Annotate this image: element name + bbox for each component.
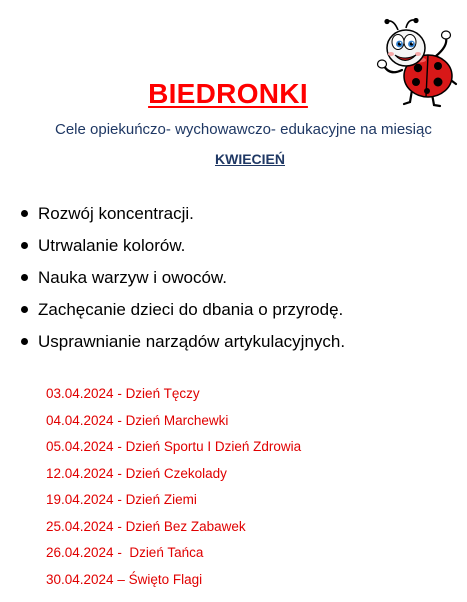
goal-text: Rozwój koncentracji. (38, 204, 194, 223)
bullet-icon (21, 306, 28, 313)
page-subtitle: Cele opiekuńczo- wychowawczo- edukacyjne na miesiąc (55, 121, 432, 138)
month-heading: KWIECIEŃ (215, 151, 285, 167)
bullet-icon (21, 274, 28, 281)
event-item: 05.04.2024 - Dzień Sportu I Dzień Zdrowia (46, 439, 302, 454)
goal-text: Utrwalanie kolorów. (38, 236, 186, 255)
goal-text: Zachęcanie dzieci do dbania o przyrodę. (38, 300, 344, 319)
goal-item (18, 330, 345, 362)
goal-item (18, 266, 345, 298)
event-item: 30.04.2024 – Święto Flagi (46, 571, 203, 587)
event-item: 12.04.2024 - Dzień Czekolady (46, 465, 227, 481)
events-list (46, 384, 301, 596)
bullet-icon (21, 338, 28, 345)
goal-text: Usprawnianie narządów artykulacyjnych. (38, 332, 346, 351)
event-item: 04.04.2024 - Dzień Marchewki (46, 412, 229, 428)
goal-item (18, 202, 345, 234)
goal-text: Nauka warzyw i owoców. (38, 268, 227, 287)
page-title: BIEDRONKI (148, 78, 308, 109)
bullet-icon (21, 210, 28, 217)
goal-item (18, 234, 345, 266)
goal-item (18, 298, 345, 330)
goals-list (18, 202, 345, 362)
bullet-icon (21, 242, 28, 249)
event-item: 03.04.2024 - Dzień Tęczy (46, 386, 200, 401)
event-item: 19.04.2024 - Dzień Ziemi (46, 492, 197, 507)
event-item: 26.04.2024 - Dzień Tańca (46, 545, 204, 560)
event-item: 25.04.2024 - Dzień Bez Zabawek (46, 518, 246, 534)
